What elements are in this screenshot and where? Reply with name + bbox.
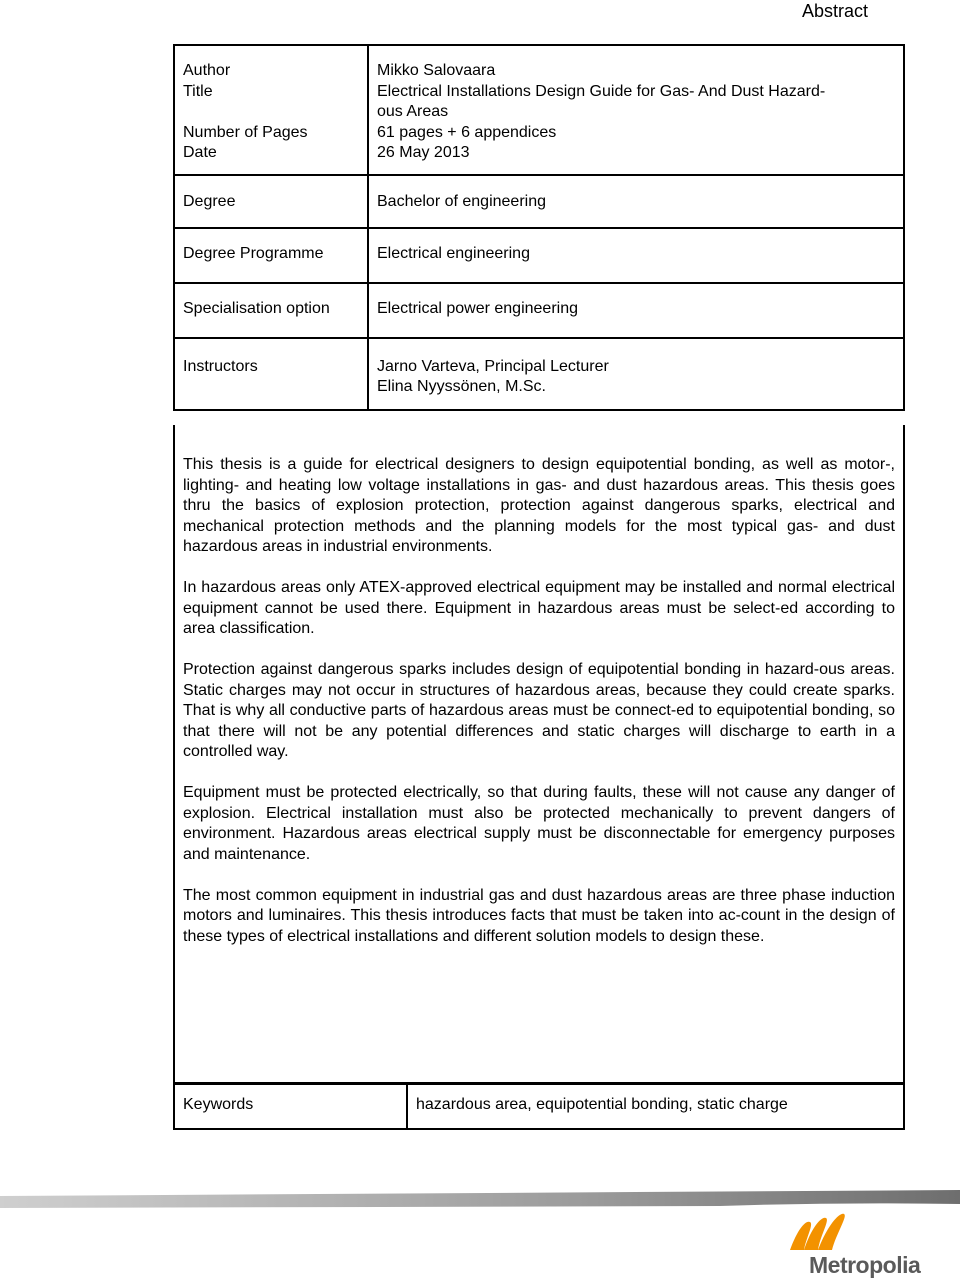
keywords-table [173,1083,905,1130]
instructor-1: Jarno Varteva, Principal Lecturer [377,357,609,375]
info-row-specialisation [174,283,904,338]
programme-label: Degree Programme [174,228,368,283]
info-row-degree [174,175,904,228]
instructors-label: Instructors [174,338,368,410]
author-value: Mikko Salovaara [377,62,496,79]
keywords-label: Keywords [174,1084,407,1129]
specialisation-value: Electrical power engineering [368,283,904,338]
instructors-values-cell [368,338,904,410]
metropolia-logo-text: Metropolia [809,1252,921,1278]
basic-values-cell [368,45,904,175]
abstract-paragraph-4: Equipment must be protected electrically, so that during faults, these will not cause any danger of explosion. Electrical installation must also be protected mechanically to prevent dangers of environment. Hazardous areas electrical supply must be disconnectable for emergency purposes and maintenance. [183,784,895,863]
abstract-box [173,425,905,1084]
abstract-paragraph-1: This thesis is a guide for electrical designers to design equipotential bonding, as well as motor-, lighting- and heating low voltage installations in gas- and dust hazardous areas. This thesis goes thru the basics of explosion protection, protection against dangerous sparks, electrical and mechanical protection methods and the planning models for the most typical gas- and dust hazardous areas in industrial environments. [183,456,895,555]
date-label: Date [183,144,217,161]
footer-swoosh [0,1190,960,1208]
metropolia-logo-icon [790,1214,845,1250]
abstract-paragraph-2: In hazardous areas only ATEX-approved electrical equipment may be installed and normal electrical equipment cannot be used there. Equipment in hazardous areas must be select-ed according to area classification. [183,579,895,637]
title-label-spacer [183,102,359,123]
basic-labels-cell [174,45,368,175]
thesis-info-table [173,44,905,411]
abstract-body [183,455,895,947]
page-header-label: Abstract [801,1,868,21]
pages-label: Number of Pages [183,123,308,141]
abstract-paragraph-3: Protection against dangerous sparks includes design of equipotential bonding in hazard-ous areas. Static charges may not occur in structures of hazardous areas, because they could create sparks. That is why all conductive parts of hazardous areas must be connect-ed to equipotential bonding, so that there will not be any potential differences and static charges will discharge to earth in a controlled way. [183,661,895,760]
title-value-line1: Electrical Installations Design Guide for Gas- And Dust Hazard- [377,82,826,100]
info-row-instructors [174,338,904,410]
date-value: 26 May 2013 [377,144,470,161]
keywords-value: hazardous area, equipotential bonding, static charge [407,1084,904,1129]
author-label: Author [183,62,231,79]
instructor-2: Elina Nyyssönen, M.Sc. [377,378,546,395]
specialisation-label: Specialisation option [174,283,368,338]
abstract-paragraph-5: The most common equipment in industrial gas and dust hazardous areas are three phase induction motors and luminaires. This thesis introduces facts that must be taken into ac-count in the design of these types of electrical installations and different solution models to design these. [183,886,895,945]
title-value-line2: ous Areas [377,103,449,120]
title-label: Title [183,82,213,100]
info-row-basic [174,45,904,175]
info-row-programme [174,228,904,283]
keywords-row [174,1084,904,1129]
programme-value: Electrical engineering [368,228,904,283]
degree-value: Bachelor of engineering [368,175,904,228]
pages-value: 61 pages + 6 appendices [377,123,557,141]
degree-label: Degree [174,175,368,228]
